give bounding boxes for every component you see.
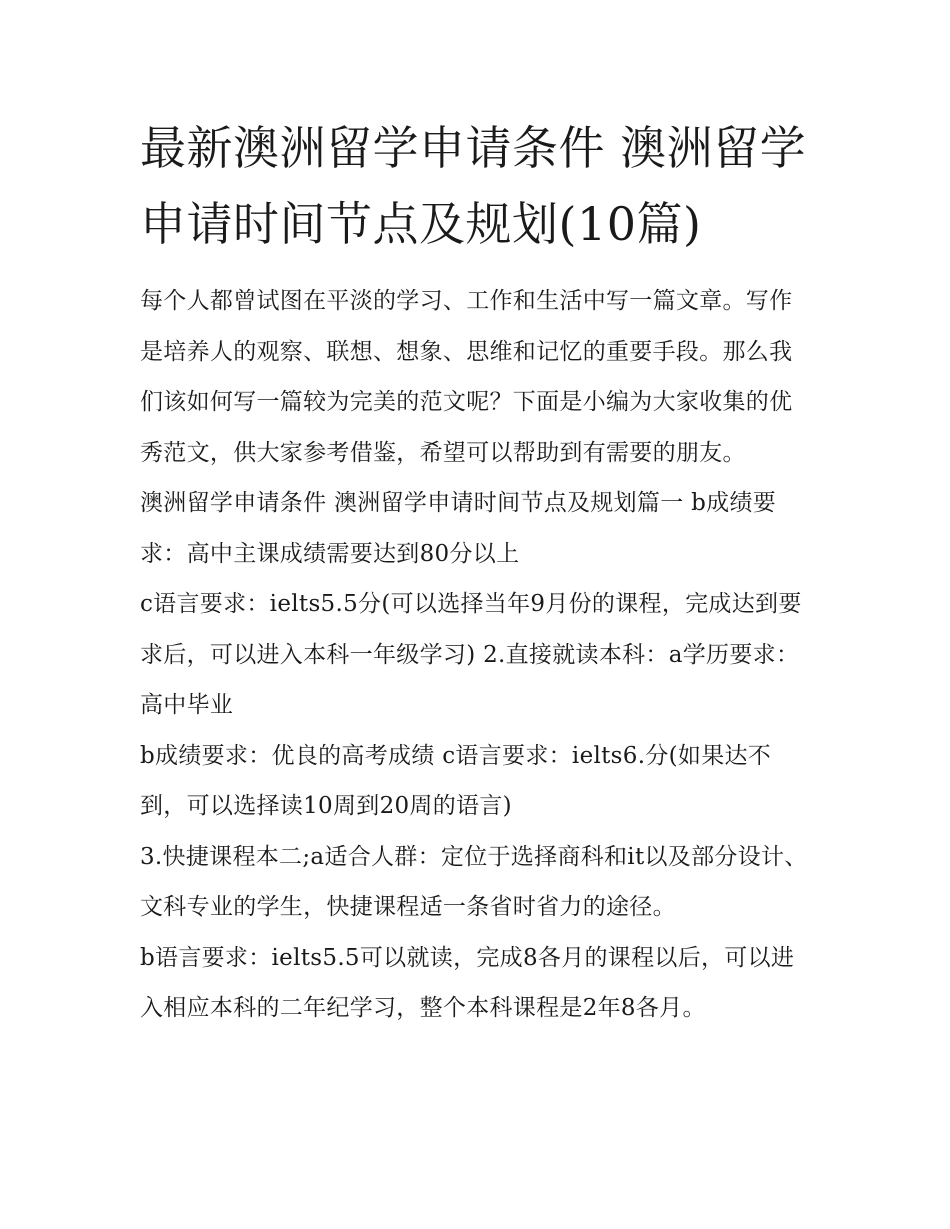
document-title: 最新澳洲留学申请条件 澳洲留学申请时间节点及规划(10篇): [140, 121, 807, 251]
document-page: [140, 110, 815, 1034]
paragraph-3: b成绩要求：优良的高考成绩 c语言要求：ielts6.分(如果达不到，可以选择读10周到20周的语言): [140, 742, 772, 819]
paragraph-5: b语言要求：ielts5.5可以就读，完成8各月的课程以后，可以进入相应本科的二年纪学习，整个本科课程是2年8各月。: [140, 944, 795, 1021]
paragraph-intro: 每个人都曾试图在平淡的学习、工作和生活中写一篇文章。写作是培养人的观察、联想、想象、思维和记忆的重要手段。那么我们该如何写一篇较为完美的范文呢？下面是小编为大家收集的优秀范文，供大家参考借鉴，希望可以帮助到有需要的朋友。: [140, 288, 793, 466]
paragraph-4: 3.快捷课程本二;a适合人群：定位于选择商科和it以及部分设计、文科专业的学生，快捷课程适一条省时省力的途径。: [140, 843, 808, 920]
paragraph-1: 澳洲留学申请条件 澳洲留学申请时间节点及规划篇一 b成绩要求：高中主课成绩需要达到80分以上: [140, 490, 777, 567]
paragraph-2: c语言要求：ielts5.5分(可以选择当年9月份的课程，完成达到要求后，可以进入本科一年级学习) 2.直接就读本科：a学历要求：高中毕业: [140, 591, 802, 718]
